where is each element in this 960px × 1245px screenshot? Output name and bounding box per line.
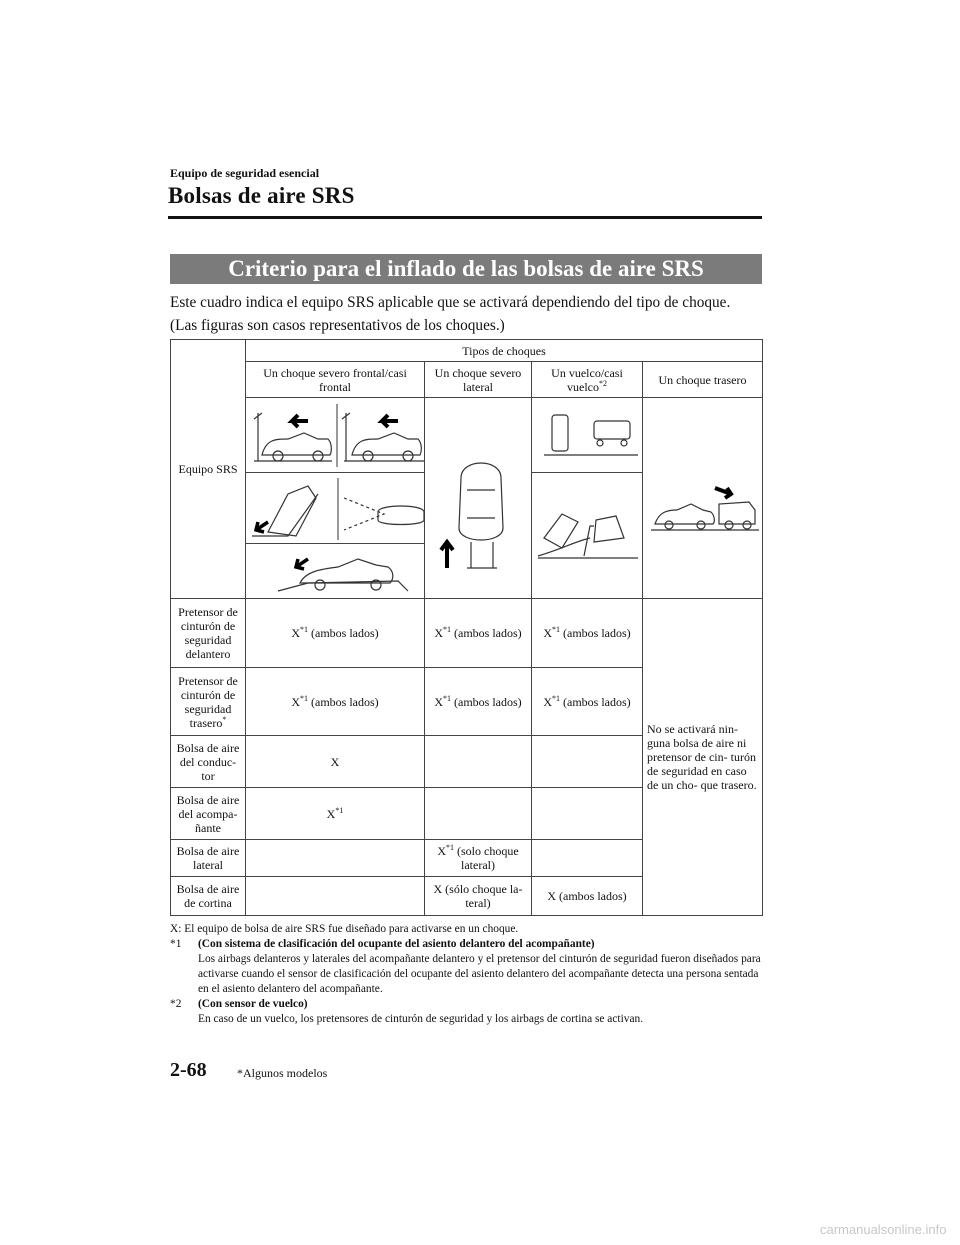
column-header-frontal: Un choque severo frontal/casi frontal bbox=[246, 362, 425, 398]
rear-crash-note: No se activará nin- guna bolsa de aire ni pretensor de cin- turón de seguridad en caso de un cho- que trasero. bbox=[643, 599, 763, 916]
section-label: Equipo de seguridad esencial bbox=[170, 166, 320, 180]
cell-passenger-airbag-side bbox=[425, 788, 532, 840]
footnotes bbox=[170, 922, 770, 1027]
footnote-1 bbox=[170, 937, 770, 997]
row-label-driver-airbag: Bolsa de aire del conduc- tor bbox=[171, 736, 246, 788]
row-label-side-airbag: Bolsa de aire lateral bbox=[171, 840, 246, 877]
rollover-illustration-1 bbox=[532, 398, 643, 473]
footnote-legend: X: El equipo de bolsa de aire SRS fue diseñado para activarse en un choque. bbox=[170, 923, 519, 935]
cell-curtain-airbag-frontal bbox=[246, 877, 425, 916]
cell-curtain-airbag-side: X (sólo choque la- teral) bbox=[425, 877, 532, 916]
title-rule bbox=[168, 216, 762, 219]
footnote-2-text: En caso de un vuelco, los pretensores de cinturón de seguridad y los airbags de cortina se activan. bbox=[198, 1013, 644, 1025]
intro-text bbox=[170, 291, 770, 337]
row-label-front-pretensioner: Pretensor de cinturón de seguridad delantero bbox=[171, 599, 246, 668]
row-label-passenger-airbag: Bolsa de aire del acompa- ñante bbox=[171, 788, 246, 840]
page-title: Bolsas de aire SRS bbox=[168, 183, 355, 208]
cell-driver-airbag-frontal: X bbox=[246, 736, 425, 788]
cell-rear-pretensioner-rollover: $X^{*1}$ (ambos lados) bbox=[532, 668, 643, 736]
cell-front-pretensioner-side: $X^{*1}$ (ambos lados) bbox=[425, 599, 532, 668]
cell-side-airbag-side: $X^{*1}$ (solo choque lateral) bbox=[425, 840, 532, 877]
intro-line-2: (Las figuras son casos representativos de los choques.) bbox=[170, 317, 505, 334]
row-label-curtain-airbag: Bolsa de aire de cortina bbox=[171, 877, 246, 916]
cell-side-airbag-rollover bbox=[532, 840, 643, 877]
side-crash-illustration bbox=[425, 398, 532, 599]
rear-crash-illustration bbox=[643, 398, 763, 599]
section-banner: Criterio para el inflado de las bolsas de aire SRS bbox=[170, 254, 762, 284]
cell-driver-airbag-side bbox=[425, 736, 532, 788]
page-number: 2-68 bbox=[170, 1059, 207, 1081]
column-header-side: Un choque severo lateral bbox=[425, 362, 532, 398]
footnote-2-title: (Con sensor de vuelco) bbox=[198, 998, 308, 1010]
footnote-1-text: Los airbags delanteros y laterales del acompañante delantero y el pretensor del cinturón de seguridad fueron diseñados para activarse cuando el sensor de clasificación del ocupante del asiento delantero del acompañante detecta una persona sentada en el asiento delantero del acompañante. bbox=[198, 953, 761, 995]
cell-rear-pretensioner-frontal: $X^{*1}$ (ambos lados) bbox=[246, 668, 425, 736]
cell-passenger-airbag-rollover bbox=[532, 788, 643, 840]
footnote-2 bbox=[170, 997, 770, 1027]
intro-line-1: Este cuadro indica el equipo SRS aplicable que se activará dependiendo del tipo de choque. bbox=[170, 294, 731, 311]
cell-front-pretensioner-rollover: $X^{*1}$ (ambos lados) bbox=[532, 599, 643, 668]
row-label-rear-pretensioner: Pretensor de cinturón de seguridad trasero* bbox=[171, 668, 246, 736]
column-header-rear: Un choque trasero bbox=[643, 362, 763, 398]
frontal-crash-illustration-3 bbox=[246, 544, 425, 599]
cell-driver-airbag-rollover bbox=[532, 736, 643, 788]
cell-front-pretensioner-frontal: $X^{*1}$ (ambos lados) bbox=[246, 599, 425, 668]
rollover-illustration-2 bbox=[532, 473, 643, 599]
cell-side-airbag-frontal bbox=[246, 840, 425, 877]
frontal-crash-illustration-2 bbox=[246, 473, 425, 544]
watermark: carmanualsonline.info bbox=[820, 1222, 947, 1237]
footnote-1-title: (Con sistema de clasificación del ocupante del asiento delantero del acompañante) bbox=[198, 938, 595, 950]
some-models-note: *Algunos modelos bbox=[237, 1066, 328, 1080]
crash-types-header: Tipos de choques bbox=[246, 340, 763, 362]
srs-criteria-table bbox=[170, 339, 763, 916]
footnote-2-mark: *2 bbox=[170, 998, 182, 1010]
corner-header: Equipo SRS bbox=[171, 340, 246, 599]
footnote-1-mark: *1 bbox=[170, 938, 182, 950]
cell-passenger-airbag-frontal: $X^{*1}$ bbox=[246, 788, 425, 840]
frontal-crash-illustration-1 bbox=[246, 398, 425, 473]
cell-rear-pretensioner-side: $X^{*1}$ (ambos lados) bbox=[425, 668, 532, 736]
column-header-rollover: Un vuelco/casi vuelco$^{*2}$ bbox=[532, 362, 643, 398]
cell-curtain-airbag-rollover: X (ambos lados) bbox=[532, 877, 643, 916]
